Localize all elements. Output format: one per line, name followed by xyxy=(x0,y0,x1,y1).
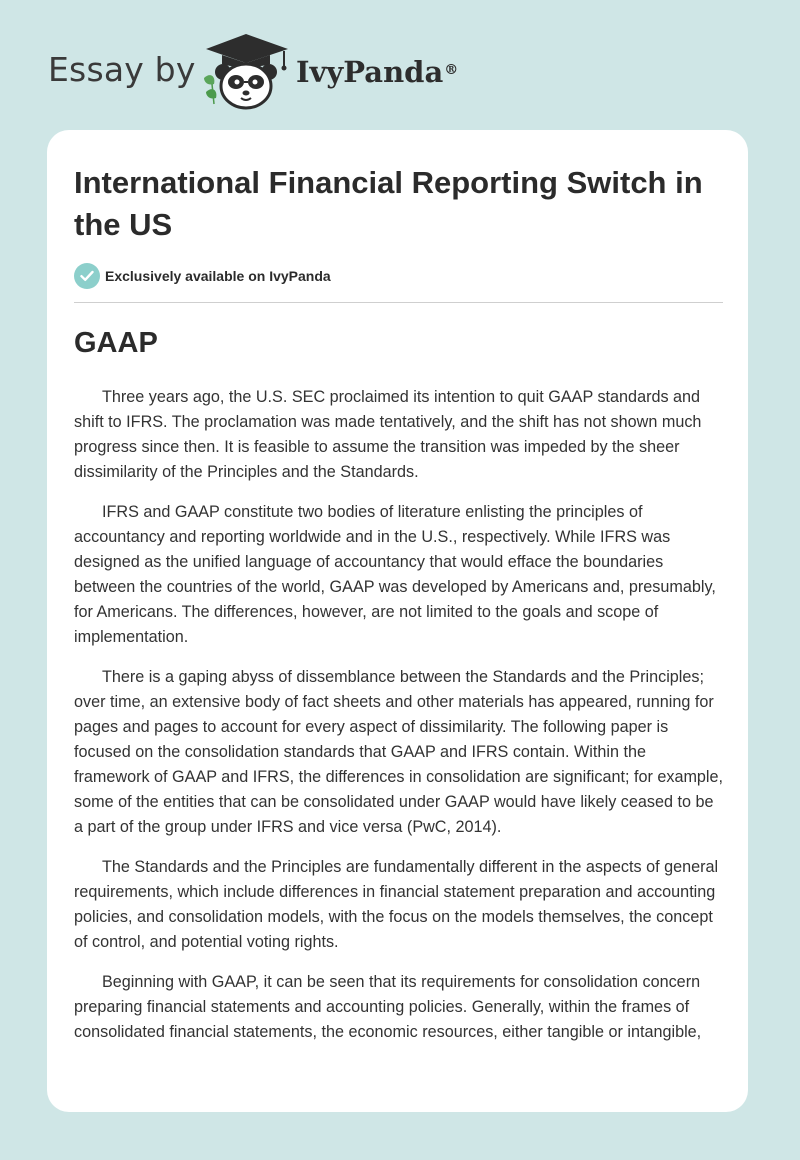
brand-name-text: IvyPanda xyxy=(296,55,444,89)
brand-prefix: Essay by xyxy=(48,50,196,89)
paragraph: Beginning with GAAP, it can be seen that its requirements for consolidation concern preparing financial statements and accounting policies. Generally, within the frames of consolidated financial statements, the economic resources, either tangible or intangible, xyxy=(74,973,702,1041)
article-card xyxy=(47,130,748,1112)
brand-name[interactable] xyxy=(296,52,458,92)
paragraph: IFRS and GAAP constitute two bodies of literature enlisting the principles of accountancy and reporting worldwide and in the U.S., respectively. While IFRS was designed as the unified language of accountancy that would efface the boundaries between the countries of the world, GAAP was developed by Americans and, presumably, for Americans. The differences, however, are not limited to the goals and scope of implementation. xyxy=(74,503,716,646)
paragraph: There is a gaping abyss of dissemblance between the Standards and the Principles; over time, an extensive body of fact sheets and other materials has appeared, running for pages and pages to account for every aspect of dissimilarity. The following paper is focused on the consolidation standards that GAAP and IFRS contain. Within the framework of GAAP and IFRS, the differences in consolidation are significant; for example, some of the entities that can be consolidated under GAAP would have likely ceased to be a part of the group under IFRS and vice versa (PwC, 2014). xyxy=(74,668,724,836)
checkmark-icon xyxy=(74,263,100,289)
exclusive-badge xyxy=(74,263,331,289)
panda-graduate-icon[interactable] xyxy=(200,32,292,112)
paragraph: The Standards and the Principles are fundamentally different in the aspects of general requirements, which include differences in financial statement preparation and accounting policies, and consolidation models, with the focus on the models themselves, the concept of control, and potential voting rights. xyxy=(74,858,719,951)
paragraph: Three years ago, the U.S. SEC proclaimed its intention to quit GAAP standards and shift to IFRS. The proclamation was made tentatively, and the shift has not shown much progress since then. It is feasible to assume the transition was impeded by the sheer dissimilarity of the Principles and the Standards. xyxy=(74,388,702,481)
article-body xyxy=(74,385,724,1060)
registered-mark: ® xyxy=(444,62,459,78)
section-heading: GAAP xyxy=(74,327,158,359)
site-header xyxy=(0,0,800,125)
divider xyxy=(74,302,723,303)
article-title: International Financial Reporting Switch in the US xyxy=(74,165,703,242)
exclusive-label: Exclusively available on IvyPanda xyxy=(105,268,331,284)
